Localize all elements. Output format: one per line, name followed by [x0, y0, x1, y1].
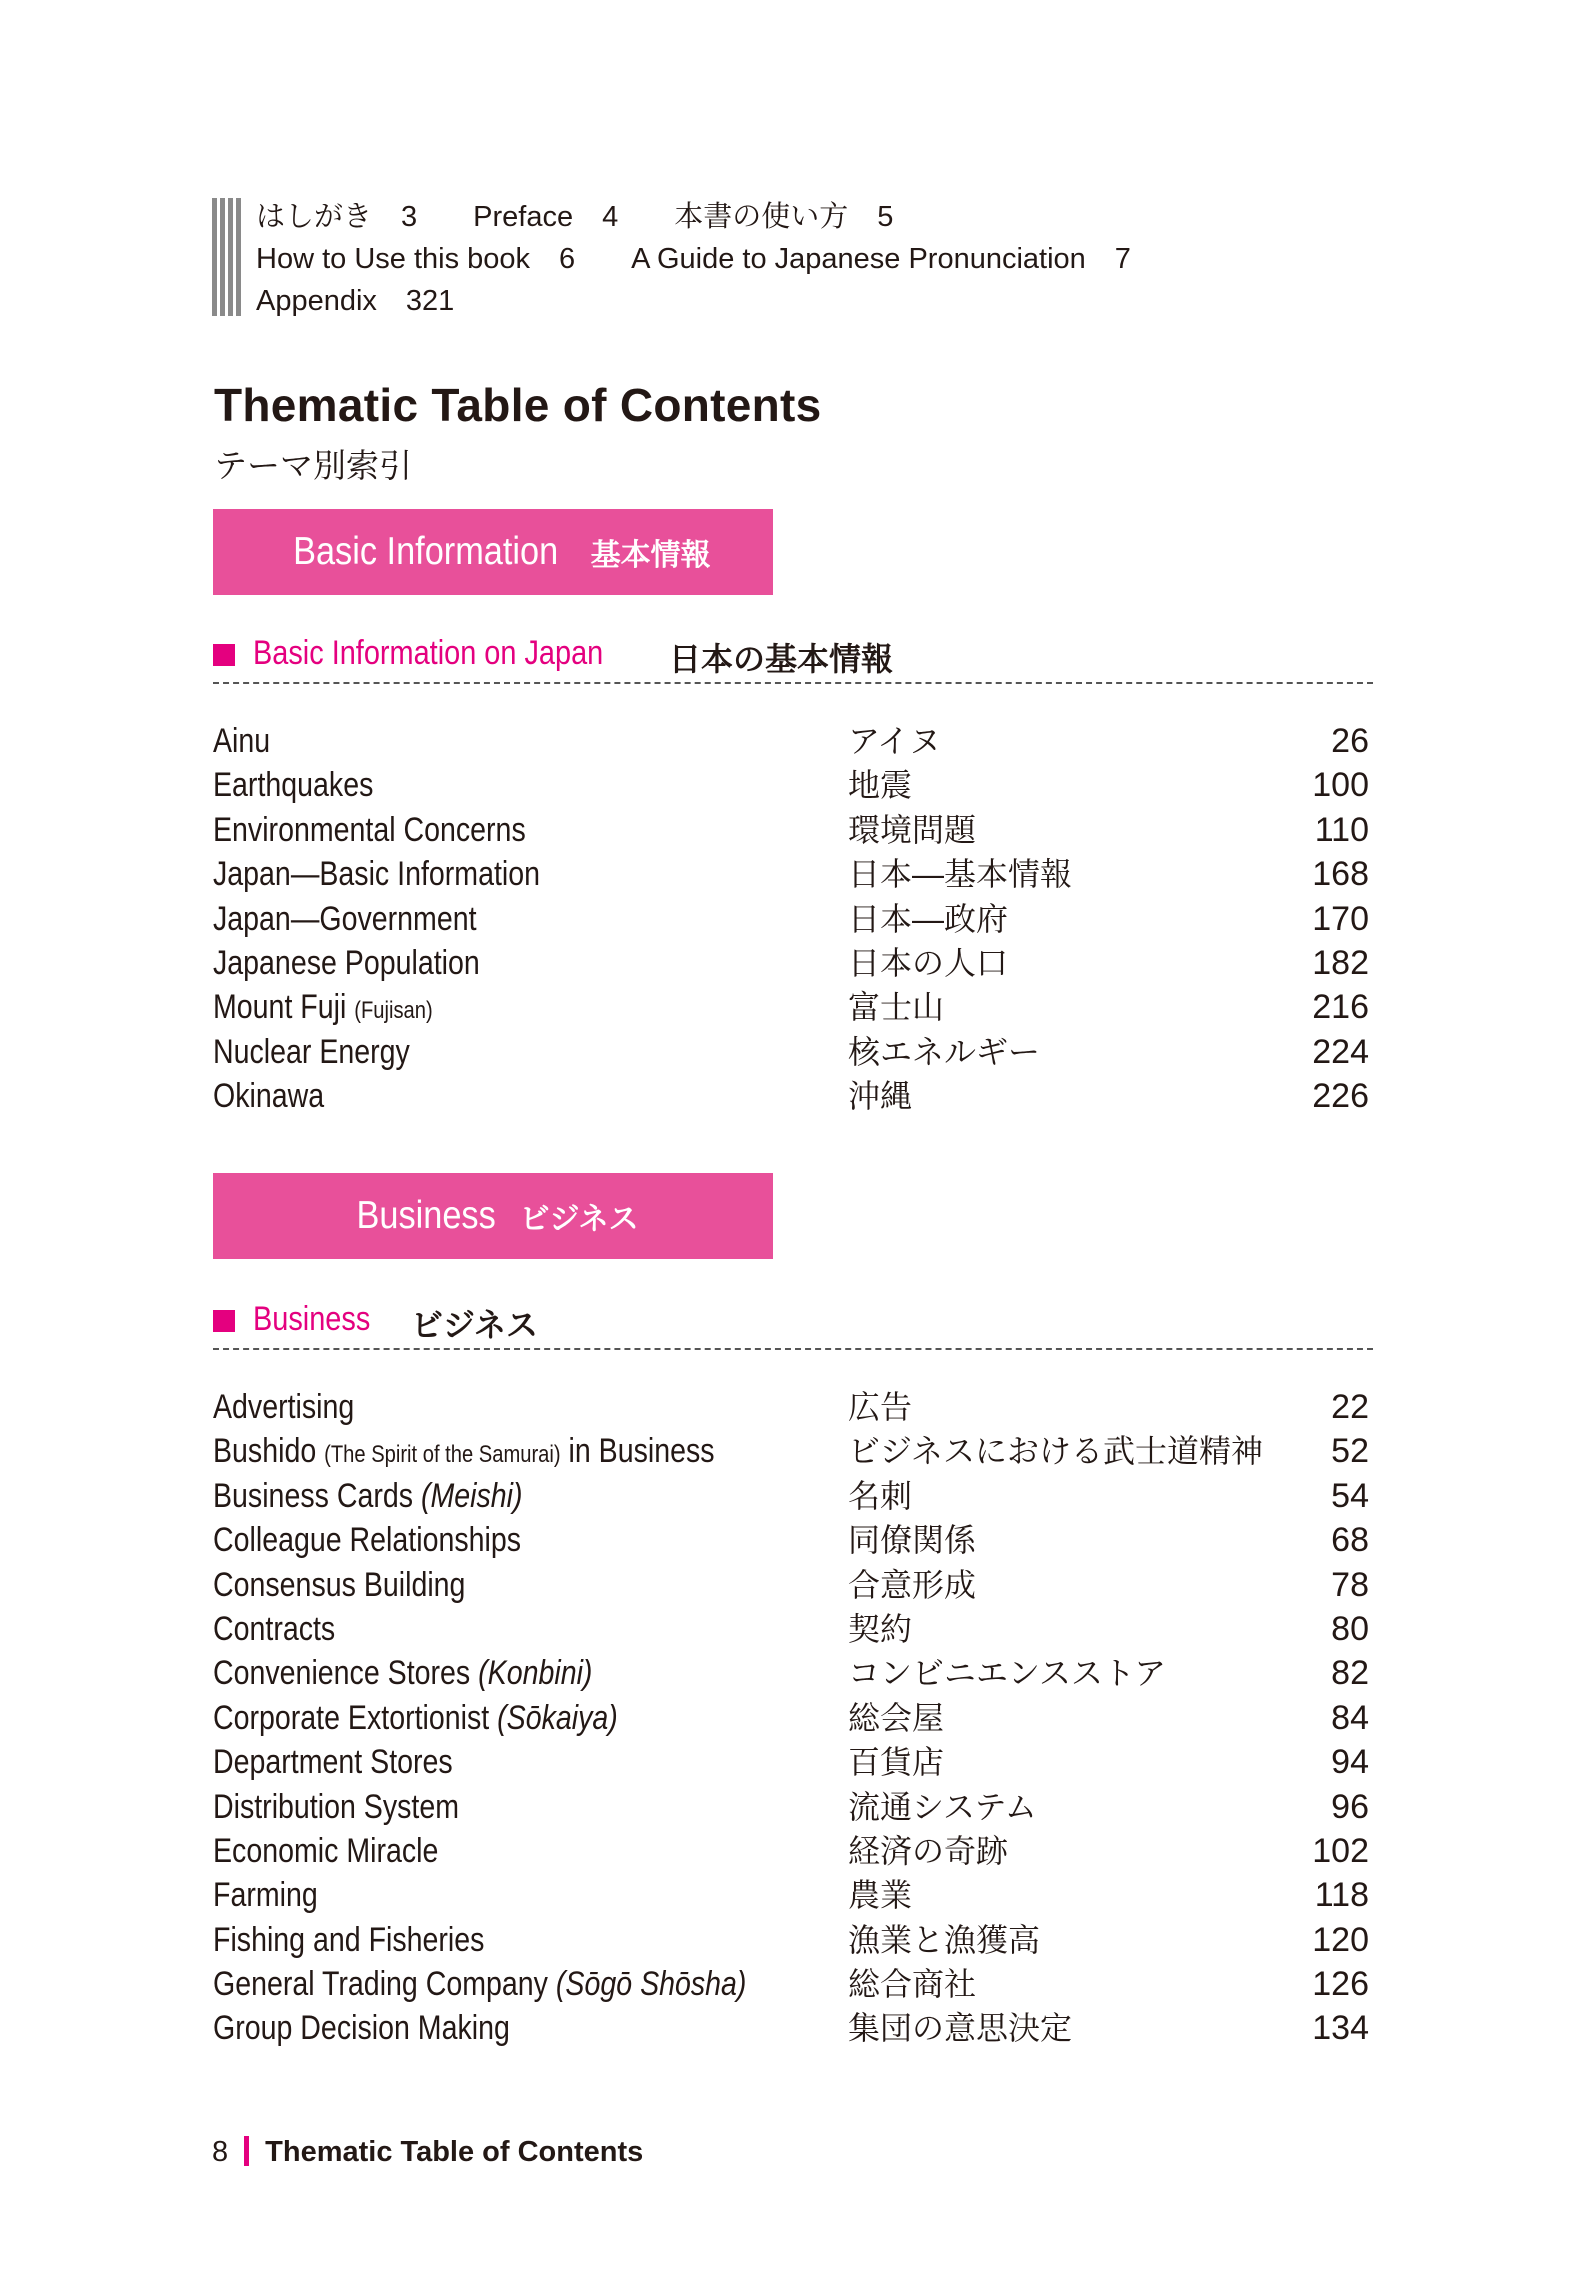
entry-title-text: Group Decision Making: [213, 2009, 510, 2048]
entry-title-en: [213, 1074, 324, 1118]
nav-item: Preface 4: [473, 201, 619, 233]
band-label-en: Business: [356, 1194, 497, 1237]
entry-title-text: General Trading Company: [213, 1965, 548, 2004]
entry-title-en: [213, 852, 540, 896]
list-item: [213, 1474, 1373, 1518]
entry-title-ja: 名刺: [848, 1477, 913, 1514]
entry-note: (Fujisan): [354, 997, 433, 1025]
entry-title-text: Okinawa: [213, 1077, 325, 1116]
list-item: [213, 1429, 1373, 1473]
entry-title-en: [213, 1962, 746, 2006]
page-subtitle: テーマ別索引: [214, 447, 412, 484]
nav-line: [256, 196, 1187, 238]
entry-romaji: (Sōkaiya): [497, 1698, 618, 1737]
entry-title-ja: 合意形成: [848, 1566, 977, 1603]
entry-title-en: [213, 808, 526, 852]
entry-page-number: 118: [1314, 1876, 1369, 1915]
entry-page-number: 84: [1331, 1698, 1369, 1737]
entry-title-en: [213, 763, 373, 807]
entry-title-ja: 百貨店: [848, 1744, 945, 1781]
entry-title-text: Economic Miracle: [213, 1831, 439, 1870]
list-item: [213, 808, 1373, 852]
square-bullet-icon: [213, 644, 235, 666]
entry-title-ja: 総合商社: [848, 1966, 977, 2003]
band-label-ja: ビジネス: [519, 1203, 639, 1236]
entry-page-number: 102: [1312, 1831, 1369, 1870]
list-item: [213, 1030, 1373, 1074]
entry-page-number: 120: [1312, 1920, 1369, 1959]
entry-title-ja: 総会屋: [848, 1699, 945, 1736]
page-footer: [212, 2136, 643, 2169]
entry-title-text: Mount Fuji: [213, 988, 347, 1027]
entry-title-text: Japanese Population: [213, 943, 480, 982]
nav-line: [256, 280, 1187, 322]
entry-page-number: 182: [1312, 943, 1369, 982]
subsection-header-business: [213, 1300, 1373, 1350]
list-item: [213, 1785, 1373, 1829]
entry-title-en: [213, 1607, 335, 1651]
entry-page-number: 54: [1331, 1476, 1369, 1515]
entry-page-number: 224: [1312, 1032, 1369, 1071]
nav-item: 本書の使い方 5: [674, 201, 894, 233]
entry-title-ja: コンビニエンスストア: [848, 1655, 1167, 1692]
subsection-header-basic-information-on-japan: [213, 634, 1373, 684]
entry-title-text: Corporate Extortionist: [213, 1698, 490, 1737]
page-number: 8: [212, 2136, 229, 2168]
subsection-title-en: Basic Information on Japan: [253, 634, 604, 672]
entry-title-ja: 農業: [848, 1877, 913, 1914]
entry-title-text: Environmental Concerns: [213, 810, 526, 849]
list-item: [213, 1829, 1373, 1873]
entry-title-en: [213, 1030, 410, 1074]
entry-page-number: 110: [1314, 810, 1369, 849]
entry-romaji: (Sōgō Shōsha): [555, 1965, 747, 2004]
nav-item: A Guide to Japanese Pronunciation 7: [631, 243, 1131, 275]
entry-title-ja: 契約: [848, 1610, 913, 1647]
section-band-business: [213, 1173, 773, 1259]
list-item: [213, 2006, 1373, 2050]
entry-title-en: [213, 1696, 618, 1740]
decorative-bars: [212, 198, 242, 316]
entry-title-text: Fishing and Fisheries: [213, 1920, 485, 1959]
list-item: [213, 1651, 1373, 1695]
entry-title-ja: 日本—政府: [848, 900, 1009, 937]
entry-title-suffix: in Business: [568, 1432, 715, 1471]
entry-title-text: Consensus Building: [213, 1565, 466, 1604]
entry-title-en: [213, 1873, 318, 1917]
entry-title-text: Japan—Basic Information: [213, 855, 541, 894]
entry-title-ja: 漁業と漁獲高: [848, 1921, 1041, 1958]
entry-title-ja: 沖縄: [848, 1078, 913, 1115]
entry-title-ja: 広告: [848, 1389, 913, 1425]
entry-page-number: 78: [1331, 1565, 1369, 1604]
entry-title-en: [213, 719, 270, 763]
entry-title-en: [213, 1518, 521, 1562]
entry-title-ja: アイヌ: [848, 723, 942, 759]
entry-title-text: Colleague Relationships: [213, 1521, 522, 1560]
entry-romaji: (Meishi): [420, 1476, 523, 1515]
list-item: [213, 1074, 1373, 1118]
entry-page-number: 96: [1331, 1787, 1369, 1826]
entry-title-text: Ainu: [213, 722, 271, 760]
entry-page-number: 170: [1312, 899, 1369, 938]
entry-title-ja: ビジネスにおける武士道精神: [848, 1433, 1264, 1470]
entry-list-business: [213, 1385, 1373, 2051]
entry-title-text: Japan—Government: [213, 899, 477, 938]
list-item: [213, 1873, 1373, 1917]
list-item: [213, 1918, 1373, 1962]
list-item: [213, 1696, 1373, 1740]
list-item: [213, 719, 1373, 763]
entry-title-text: Department Stores: [213, 1743, 453, 1782]
footer-title: Thematic Table of Contents: [265, 2136, 644, 2168]
section-band-basic-information: [213, 509, 773, 595]
subsection-title-ja: ビジネス: [411, 1307, 539, 1343]
entry-title-en: [213, 1918, 484, 1962]
list-item: [213, 985, 1373, 1029]
nav-lines: [256, 196, 1187, 322]
entry-page-number: 100: [1312, 766, 1369, 805]
entry-title-en: [213, 941, 480, 985]
entry-page-number: 126: [1312, 1965, 1369, 2004]
entry-title-en: [213, 2006, 510, 2050]
entry-note: (The Spirit of the Samurai): [324, 1441, 561, 1469]
list-item: [213, 941, 1373, 985]
entry-title-ja: 日本の人口: [848, 944, 1009, 981]
subsection-title-ja: 日本の基本情報: [669, 641, 894, 677]
band-label-ja: 基本情報: [590, 539, 711, 572]
entry-page-number: 134: [1312, 2009, 1369, 2048]
list-item: [213, 1385, 1373, 1429]
entry-title-en: [213, 897, 477, 941]
entry-title-text: Business Cards: [213, 1476, 414, 1515]
entry-title-text: Bushido: [213, 1432, 317, 1471]
nav-item: Appendix 321: [256, 285, 455, 317]
entry-title-ja: 同僚関係: [848, 1522, 977, 1559]
entry-page-number: 94: [1331, 1743, 1369, 1782]
entry-title-ja: 富士山: [848, 989, 945, 1026]
list-item: [213, 1962, 1373, 2006]
entry-title-text: Nuclear Energy: [213, 1032, 410, 1071]
entry-list-basic-information: [213, 719, 1373, 1119]
nav-item: はしがき 3: [256, 201, 418, 233]
entry-title-ja: 日本—基本情報: [848, 856, 1073, 893]
list-item: [213, 763, 1373, 807]
list-item: [213, 852, 1373, 896]
nav-item: How to Use this book 6: [256, 243, 576, 275]
entry-title-text: Distribution System: [213, 1787, 460, 1826]
entry-page-number: 226: [1312, 1077, 1369, 1116]
entry-romaji: (Konbini): [478, 1654, 593, 1693]
entry-title-en: [213, 1385, 354, 1429]
entry-page-number: 26: [1331, 722, 1369, 760]
entry-title-ja: 環境問題: [848, 811, 977, 848]
entry-title-en: [213, 1429, 715, 1477]
entry-page-number: 52: [1331, 1432, 1369, 1471]
entry-title-text: Advertising: [213, 1388, 355, 1426]
entry-title-en: [213, 985, 433, 1033]
entry-title-en: [213, 1829, 438, 1873]
entry-title-text: Contracts: [213, 1609, 336, 1648]
list-item: [213, 897, 1373, 941]
entry-title-ja: 流通システム: [848, 1788, 1037, 1825]
entry-page-number: 168: [1312, 855, 1369, 894]
nav-line: [256, 238, 1187, 280]
list-item: [213, 1607, 1373, 1651]
footer-divider: [244, 2136, 249, 2166]
subsection-title-en: Business: [253, 1300, 371, 1338]
entry-page-number: 68: [1331, 1521, 1369, 1560]
list-item: [213, 1740, 1373, 1784]
entry-title-ja: 集団の意思決定: [848, 2010, 1073, 2047]
entry-title-text: Earthquakes: [213, 766, 374, 805]
page-title: Thematic Table of Contents: [214, 379, 822, 431]
entry-title-en: [213, 1785, 459, 1829]
entry-title-en: [213, 1740, 453, 1784]
square-bullet-icon: [213, 1310, 235, 1332]
entry-title-ja: 経済の奇跡: [848, 1832, 1009, 1869]
entry-page-number: 216: [1312, 988, 1369, 1027]
entry-title-ja: 地震: [848, 767, 913, 804]
entry-page-number: 82: [1331, 1654, 1369, 1693]
list-item: [213, 1563, 1373, 1607]
entry-title-text: Farming: [213, 1876, 318, 1915]
list-item: [213, 1518, 1373, 1562]
entry-title-en: [213, 1474, 523, 1518]
band-label-en: Basic Information: [293, 530, 559, 573]
entry-page-number: 22: [1331, 1388, 1369, 1426]
entry-title-en: [213, 1651, 592, 1695]
entry-title-ja: 核エネルギー: [848, 1033, 1041, 1070]
entry-title-en: [213, 1563, 465, 1607]
entry-title-text: Convenience Stores: [213, 1654, 471, 1693]
entry-page-number: 80: [1331, 1609, 1369, 1648]
